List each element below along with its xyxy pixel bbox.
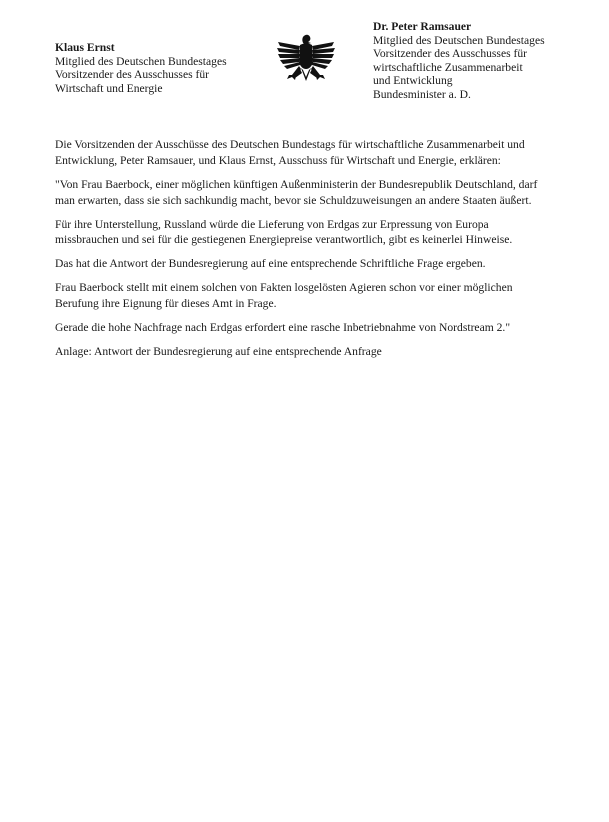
right-letterhead-line: wirtschaftliche Zusammenarbeit (373, 60, 523, 74)
statement-paragraph: Gerade die hohe Nachfrage nach Erdgas erfordert eine rasche Inbetriebnahme von Nordstream 2." (55, 321, 511, 335)
intro-paragraph: Die Vorsitzenden der Ausschüsse des Deutschen Bundestags für wirtschaftliche Zusammenarbeit und Entwicklung, Peter Ramsauer, und Klaus Ernst, Ausschuss für Wirtschaft und Energie, erklären: (55, 138, 525, 167)
right-letterhead-line: Vorsitzender des Ausschusses für (373, 47, 528, 61)
right-letterhead-line: Bundesminister a. D. (373, 87, 471, 101)
left-letterhead-line: Wirtschaft und Energie (55, 81, 163, 95)
left-letterhead-line: Mitglied des Deutschen Bundestages (55, 54, 227, 68)
left-letterhead (55, 41, 275, 95)
statement-paragraph: "Von Frau Baerbock, einer möglichen künftigen Außenministerin der Bundesrepublik Deutschland, darf man erwarten, dass sie sich sachkundig macht, bevor sie Schuldzuweisungen an andere Staaten äußert. (55, 177, 538, 207)
sender-name-peter-ramsauer: Dr. Peter Ramsauer (373, 20, 472, 33)
attachment-note: Anlage: Antwort der Bundesregierung auf eine entsprechende Anfrage (55, 345, 382, 359)
right-letterhead (373, 20, 603, 102)
statement-paragraph: Frau Baerbock stellt mit einem solchen von Fakten losgelösten Agieren schon vor einer möglichen Berufung ihre Eignung für dieses Amt in Frage. (55, 281, 513, 311)
left-letterhead-line: Vorsitzender des Ausschusses für (55, 68, 210, 82)
statement-paragraph: Das hat die Antwort der Bundesregierung auf eine entsprechende Schriftliche Frage ergeben. (55, 257, 486, 271)
statement-paragraph: Für ihre Unterstellung, Russland würde die Lieferung von Erdgas zur Erpressung von Europa missbrauchen und sei für die gestiegenen Energiepreise verantwortlich, gibt es keinerlei Hinweise. (55, 217, 513, 247)
right-letterhead-line: und Entwicklung (373, 74, 453, 88)
sender-name-klaus-ernst: Klaus Ernst (55, 41, 115, 54)
federal-eagle-icon (275, 33, 337, 87)
press-statement-body (55, 137, 555, 368)
right-letterhead-line: Mitglied des Deutschen Bundestages (373, 33, 545, 47)
